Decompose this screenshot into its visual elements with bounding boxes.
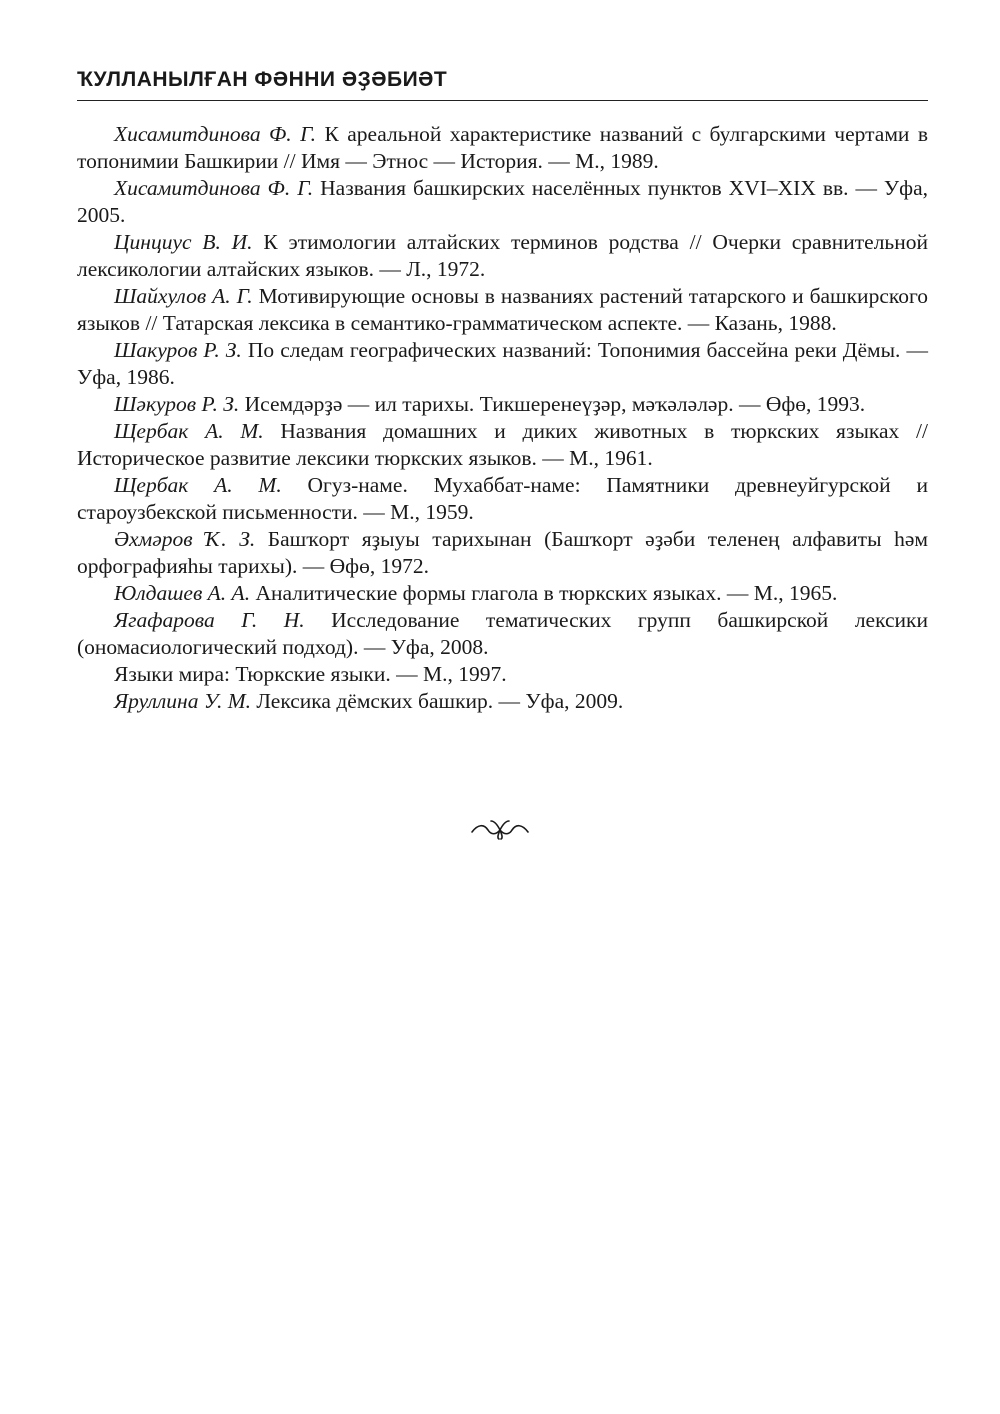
reference-entry bbox=[77, 418, 928, 472]
fleuron-ornament-icon bbox=[470, 819, 530, 841]
reference-author: Әхмәров Ҡ. З. bbox=[114, 527, 256, 551]
reference-author: Цинциус В. И. bbox=[114, 230, 253, 254]
reference-author: Шакуров Р. З. bbox=[114, 338, 242, 362]
reference-entry bbox=[77, 580, 928, 607]
reference-text: Названия башкирских населённых пунктов XVI–XIX вв. — Уфа, 2005. bbox=[77, 176, 928, 227]
reference-entry bbox=[77, 472, 928, 526]
reference-entry bbox=[77, 391, 928, 418]
reference-entry bbox=[77, 688, 928, 715]
reference-entry bbox=[77, 337, 928, 391]
reference-entry bbox=[77, 121, 928, 175]
reference-text: Башҡорт яҙыуы тарихынан (Башҡорт әҙәби теленең алфавиты һәм орфографияһы тарихы). — Өфө, 1972. bbox=[77, 527, 928, 578]
reference-text: Исследование тематических групп башкирской лексики (ономасиологический подход). — Уфа, 2008. bbox=[77, 608, 929, 659]
reference-text: К ареальной характеристике названий с булгарскими чертами в топонимии Башкирии // Имя — Этнос — История. — М., 1989. bbox=[77, 122, 928, 173]
reference-entry bbox=[77, 283, 928, 337]
reference-text: По следам географических названий: Топонимия бассейна реки Дёмы. — Уфа, 1986. bbox=[77, 338, 928, 389]
reference-author: Хисамитдинова Ф. Г. bbox=[114, 122, 317, 146]
reference-entry bbox=[77, 526, 928, 580]
reference-entry bbox=[77, 661, 928, 688]
reference-list bbox=[77, 121, 928, 715]
bibliography-page bbox=[77, 66, 928, 715]
reference-author: Юлдашев А. А. bbox=[114, 581, 251, 605]
reference-text: Мотивирующие основы в названиях растений татарского и башкирского языков // Татарская лексика в семантико-грамматическом аспекте. — Казань, 1988. bbox=[77, 284, 928, 335]
reference-text: Языки мира: Тюркские языки. — М., 1997. bbox=[114, 662, 507, 686]
reference-author: Хисамитдинова Ф. Г. bbox=[114, 176, 314, 200]
reference-text: Лексика дёмских башкир. — Уфа, 2009. bbox=[251, 689, 624, 713]
reference-text: Огуз-наме. Мухаббат-наме: Памятники древнеуйгурской и староузбекской письменности. — М., 1959. bbox=[77, 473, 928, 524]
reference-entry bbox=[77, 175, 928, 229]
reference-author: Щербак А. М. bbox=[114, 473, 282, 497]
reference-author: Шайхулов А. Г. bbox=[114, 284, 253, 308]
reference-author: Шәкуров Р. З. bbox=[114, 392, 240, 416]
reference-author: Щербак А. М. bbox=[114, 419, 264, 443]
reference-entry bbox=[77, 229, 928, 283]
reference-author: Ягафарова Г. Н. bbox=[114, 608, 305, 632]
reference-entry bbox=[77, 607, 928, 661]
reference-text: К этимологии алтайских терминов родства // Очерки сравнительной лексикологии алтайских языков. — Л., 1972. bbox=[77, 230, 928, 281]
reference-author: Яруллина У. М. bbox=[114, 689, 251, 713]
reference-text: Исемдәрҙә — ил тарихы. Тикшеренеүҙәр, мәҡәләләр. — Өфө, 1993. bbox=[239, 392, 866, 416]
reference-text: Названия домашних и диких животных в тюркских языках // Историческое развитие лексики тюркских языков. — М., 1961. bbox=[77, 419, 928, 470]
header-divider bbox=[77, 100, 928, 101]
reference-text: Аналитические формы глагола в тюркских языках. — М., 1965. bbox=[250, 581, 838, 605]
running-head-title: ҠУЛЛАНЫЛҒАН ФӘННИ ӘҘӘБИӘТ bbox=[77, 68, 448, 91]
